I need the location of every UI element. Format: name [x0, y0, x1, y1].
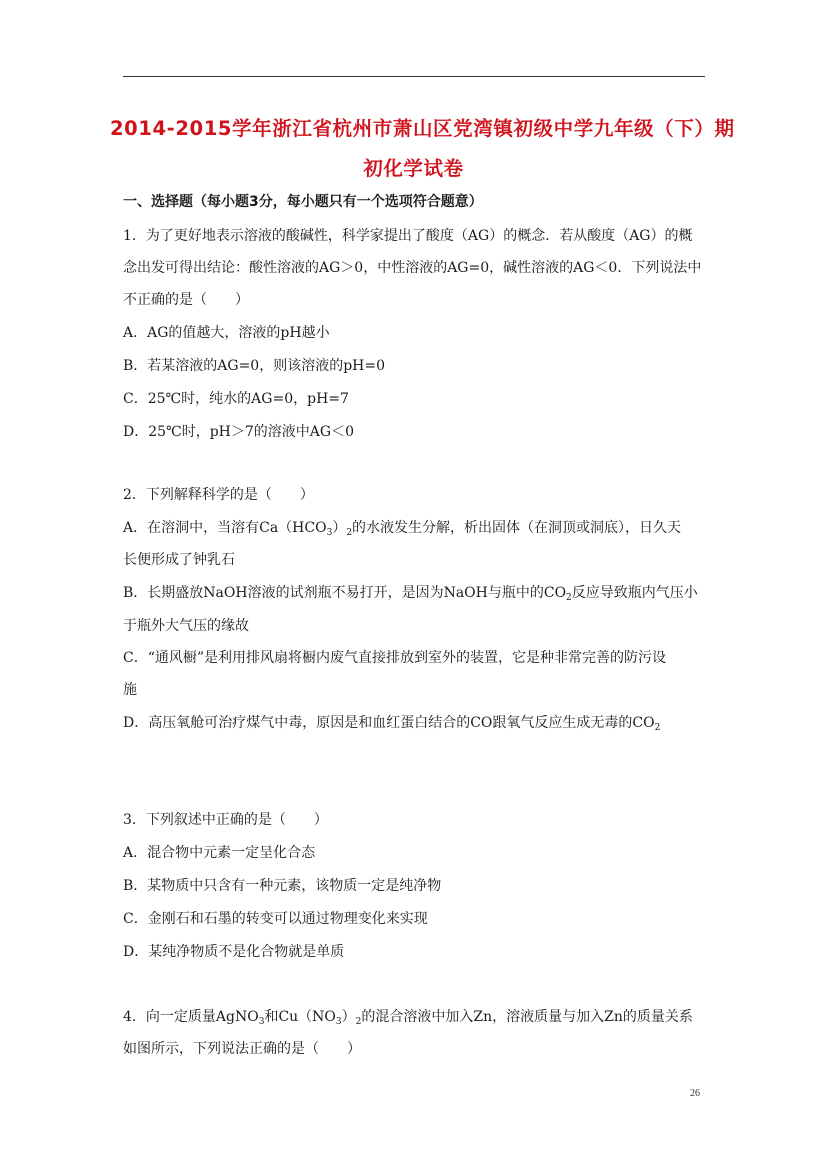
q3-option-b: B．某物质中只含有一种元素，该物质一定是纯净物: [123, 878, 442, 894]
page-number: 26: [690, 1088, 700, 1099]
q3-stem: 3．下列叙述中正确的是（ ）: [123, 812, 328, 828]
q1-option-d: D．25℃时，pH＞7的溶液中AG＜0: [123, 424, 354, 440]
header-rule: [123, 76, 705, 77]
q2-option-c-line1: C．“通风橱”是利用排风扇将橱内废气直接排放到室外的装置，它是种非常完善的防污设: [123, 650, 667, 666]
q3-option-c: C．金刚石和石墨的转变可以通过物理变化来实现: [123, 911, 428, 927]
q2-option-a-line1: A．在溶洞中，当溶有$Ca(HCO_3)_2$的水液发生分解，析出固体（在洞顶或洞底），日久天: [123, 520, 682, 538]
q2-option-a-line2: 长便形成了钟乳石: [123, 552, 235, 568]
q1-stem-line3: 不正确的是（ ）: [123, 292, 249, 308]
q1-stem-line2: 念出发可得出结论：酸性溶液的AG＞0，中性溶液的AG=0，碱性溶液的AG＜0．下列说法中: [123, 260, 702, 276]
exam-title-line2: 初化学试卷: [363, 157, 464, 180]
section-heading: 一、选择题（每小题3分，每小题只有一个选项符合题意）: [123, 194, 483, 210]
q1-option-b: B．若某溶液的AG=0，则该溶液的pH=0: [123, 358, 386, 374]
q2-stem: 2．下列解释科学的是（ ）: [123, 487, 314, 503]
q2-option-c-line2: 施: [123, 682, 137, 698]
q3-option-a: A．混合物中元素一定呈化合态: [123, 845, 316, 861]
q4-stem-line1: 4．向一定质量AgNO$_3$和$Cu(NO_3)_2$的混合溶液中加入Zn，溶液质量与加入Zn的质量关系: [123, 1009, 693, 1027]
exam-title-line1: 2014-2015学年浙江省杭州市萧山区党湾镇初级中学九年级（下）期: [110, 117, 735, 140]
q4-stem-line2: 如图所示，下列说法正确的是（ ）: [123, 1041, 361, 1057]
q2-option-b-line2: 于瓶外大气压的缘故: [123, 618, 249, 634]
q2-option-b-line1: B．长期盛放NaOH溶液的试剂瓶不易打开，是因为NaOH与瓶中的$CO_2$反应导致瓶内气压小: [123, 585, 698, 603]
q1-stem-line1: 1．为了更好地表示溶液的酸碱性，科学家提出了酸度（AG）的概念．若从酸度（AG）的概: [123, 228, 693, 244]
q2-option-d: D．高压氧舱可治疗煤气中毒，原因是和血红蛋白结合的CO跟氧气反应生成无毒的$CO_2$: [123, 715, 661, 733]
q3-option-d: D．某纯净物质不是化合物就是单质: [123, 944, 345, 960]
q1-option-a: A．AG的值越大，溶液的pH越小: [123, 325, 330, 341]
q1-option-c: C．25℃时，纯水的AG=0，pH=7: [123, 391, 349, 407]
